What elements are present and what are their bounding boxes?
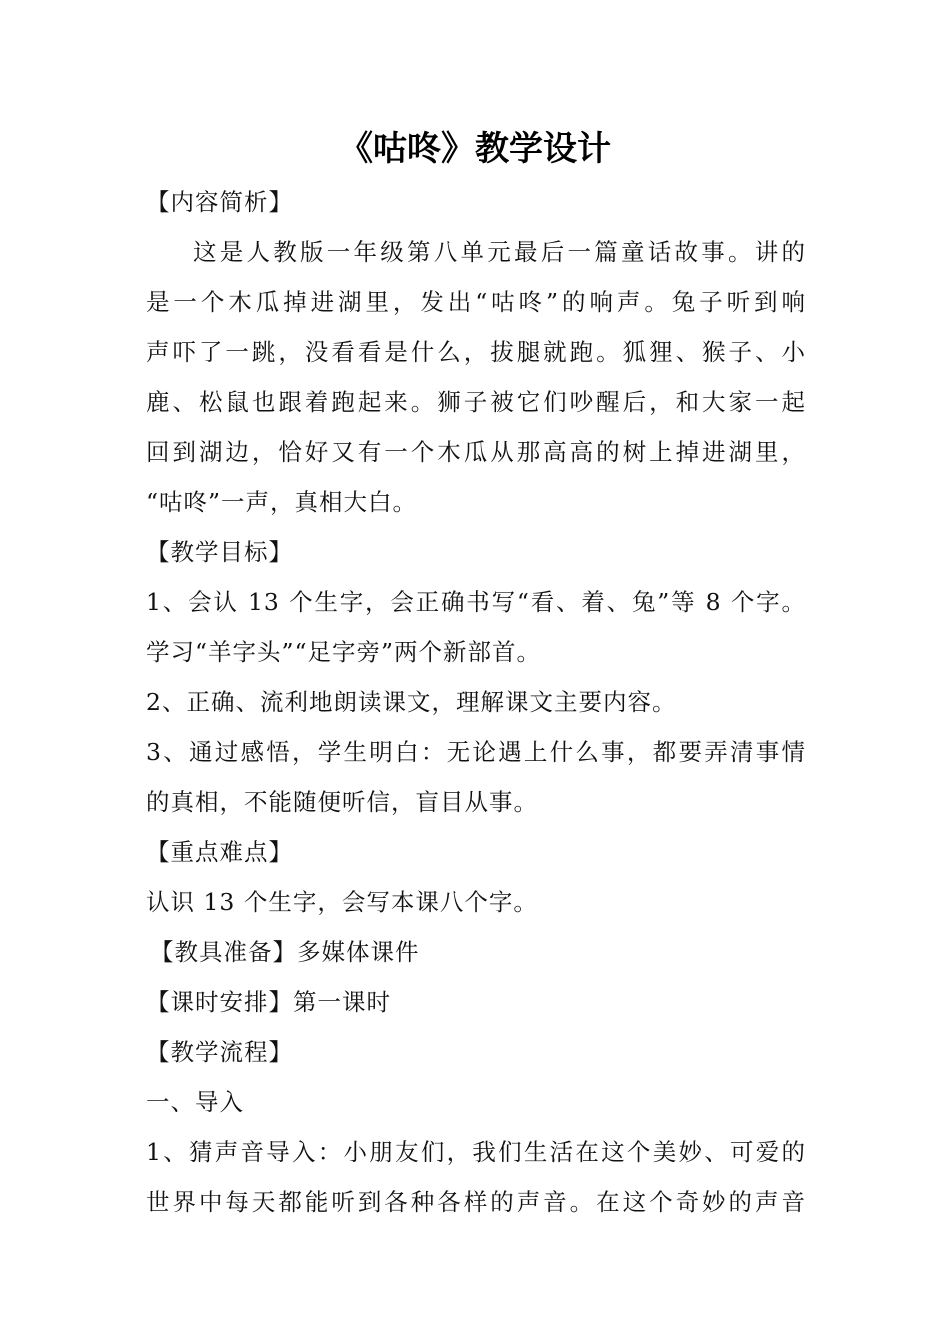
document-title: 《咕咚》教学设计: [339, 129, 611, 169]
paragraph-line: 声吓了一跳，没看看是什么，拔腿就跑。狐狸、猴子、小: [146, 338, 806, 366]
process-step-text: 1、猜声音导入：小朋友们，我们生活在这个美妙、可爱的: [146, 1138, 806, 1166]
goal-item: 1、会认 13 个生字，会正确书写“看、着、兔”等 8 个字。: [146, 588, 806, 616]
goal-item: 2、正确、流利地朗读课文，理解课文主要内容。: [146, 688, 677, 716]
goal-item-continued: 学习“羊字头”“足字旁”两个新部首。: [146, 638, 542, 666]
process-step-heading: 一、导入: [146, 1088, 244, 1116]
paragraph-line: 鹿、松鼠也跟着跑起来。狮子被它们吵醒后，和大家一起: [146, 388, 806, 416]
paragraph-line: 回到湖边，恰好又有一个木瓜从那高高的树上掉进湖里，: [146, 438, 806, 466]
section-heading-content-analysis: 【内容简析】: [146, 188, 293, 216]
section-teaching-aids: 【教具准备】多媒体课件: [150, 938, 420, 966]
section-lesson-arrangement: 【课时安排】第一课时: [146, 988, 391, 1016]
document-body: [146, 177, 806, 1227]
section-heading-teaching-process: 【教学流程】: [146, 1038, 293, 1066]
goal-item-continued: 的真相，不能随便听信，盲目从事。: [146, 788, 538, 816]
section-heading-teaching-goals: 【教学目标】: [146, 538, 293, 566]
process-step-text: 世界中每天都能听到各种各样的声音。在这个奇妙的声音: [146, 1188, 806, 1216]
key-points-text: 认识 13 个生字，会写本课八个字。: [146, 888, 538, 916]
goal-item: 3、通过感悟，学生明白：无论遇上什么事，都要弄清事情: [146, 738, 806, 766]
paragraph-line: 是一个木瓜掉进湖里，发出“咕咚”的响声。兔子听到响: [146, 288, 806, 316]
paragraph-line: “咕咚”一声，真相大白。: [146, 488, 418, 516]
section-heading-key-points: 【重点难点】: [146, 838, 293, 866]
paragraph-line: 这是人教版一年级第八单元最后一篇童话故事。讲的: [193, 238, 806, 266]
